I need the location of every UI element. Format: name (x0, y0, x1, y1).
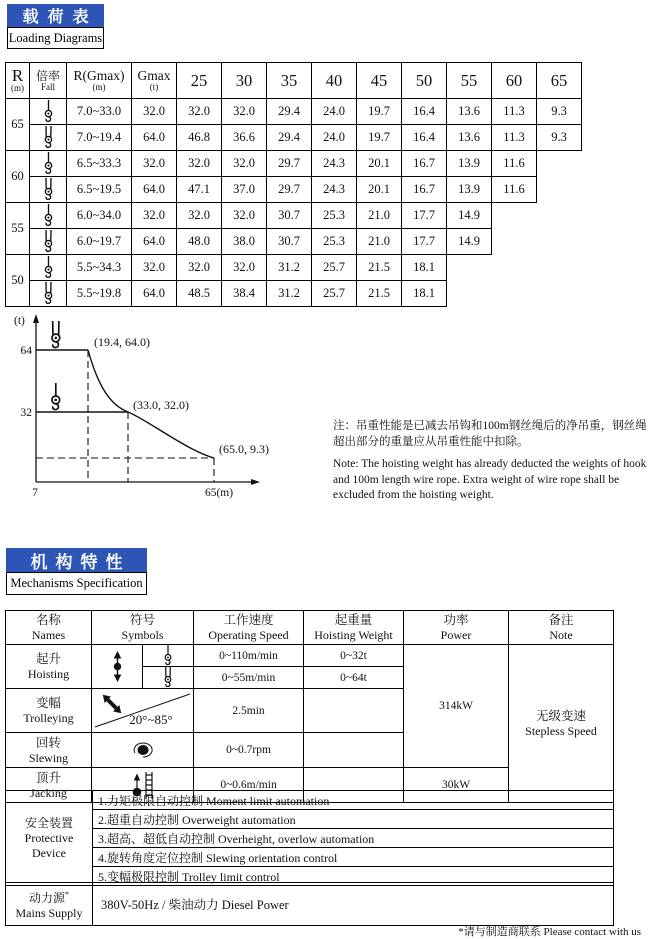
fall-cell (30, 151, 67, 177)
value-cell: 11.3 (492, 99, 537, 125)
single-fall-hook-icon (52, 383, 60, 410)
header-radius-65: 65 (537, 63, 582, 99)
value-cell: 17.7 (402, 203, 447, 229)
loading-header-row (6, 63, 582, 99)
value-cell: 31.2 (267, 281, 312, 307)
jacking-power-cell: 30kW (404, 768, 509, 803)
value-cell: 18.1 (402, 281, 447, 307)
jacking-name-cell: 顶升 Jacking (6, 768, 92, 803)
value-cell: 24.0 (312, 99, 357, 125)
protective-label-cell: 安全装置 Protective Device (6, 791, 93, 886)
hoisting-updown-arrow-icon (111, 651, 124, 682)
value-cell: 16.7 (402, 177, 447, 203)
range-cell: 6.0~19.7 (67, 229, 132, 255)
loading-capacity-table (5, 62, 582, 307)
r-cell: 65 (6, 99, 30, 151)
header-radius-55: 55 (447, 63, 492, 99)
value-cell: 9.3 (537, 125, 582, 151)
point-label-2: (33.0, 32.0) (133, 398, 189, 412)
range-cell: 5.5~34.3 (67, 255, 132, 281)
slewing-speed: 0~0.7rpm (194, 733, 304, 768)
value-cell: 14.9 (447, 203, 492, 229)
loading-diagrams-title-zh: 载荷表 (7, 4, 104, 27)
header-weight: 起重量 Hoisting Weight (304, 611, 404, 645)
loading-diagrams-title-block (7, 4, 104, 49)
value-cell: 38.0 (222, 229, 267, 255)
single-fall-hook-icon (162, 645, 174, 666)
range-cell: 7.0~33.0 (67, 99, 132, 125)
loading-row-50b (6, 281, 582, 307)
value-cell: 37.0 (222, 177, 267, 203)
gmax-cell: 32.0 (132, 203, 177, 229)
mains-label-zh: 动力源 (28, 891, 65, 905)
value-cell: 47.1 (177, 177, 222, 203)
hoisting-speed-2: 0~55m/min (194, 667, 304, 689)
value-cell: 24.3 (312, 151, 357, 177)
value-cell: 24.0 (312, 125, 357, 151)
luffing-angle-label: 20°~85° (128, 712, 173, 727)
slewing-symbol-cell (92, 733, 194, 768)
double-fall-hook-icon (42, 230, 55, 253)
double-fall-hook-icon (52, 321, 60, 348)
protective-row (6, 810, 614, 829)
fall-cell (30, 281, 67, 307)
range-cell: 7.0~19.4 (67, 125, 132, 151)
mechanisms-header-row (6, 611, 614, 645)
value-cell: 32.0 (177, 151, 222, 177)
mains-supply-row (6, 883, 614, 926)
hoisting-symbol-cell (92, 645, 143, 689)
main-power-cell: 314kW (404, 645, 509, 768)
value-cell: 32.0 (222, 255, 267, 281)
value-cell: 29.4 (267, 125, 312, 151)
value-cell: 32.0 (177, 255, 222, 281)
value-cell: 18.1 (402, 255, 447, 281)
void-cell (492, 229, 537, 255)
value-cell: 13.9 (447, 151, 492, 177)
mechanisms-title-en: Mechanisms Specification (6, 572, 147, 595)
r-cell: 55 (6, 203, 30, 255)
value-cell: 16.7 (402, 151, 447, 177)
single-fall-hook-icon (42, 152, 55, 175)
value-cell: 48.0 (177, 229, 222, 255)
value-cell: 32.0 (177, 203, 222, 229)
protective-row (6, 848, 614, 867)
trolleying-speed: 2.5min (194, 689, 304, 733)
void-cell (492, 281, 537, 307)
y-axis-arrow-icon (33, 314, 39, 323)
value-cell: 13.9 (447, 177, 492, 203)
protective-item: 4.旋转角度定位控制 Slewing orientation control (93, 848, 614, 867)
value-cell: 11.6 (492, 151, 537, 177)
header-power: 功率 Power (404, 611, 509, 645)
hoisting-weight-note (333, 418, 647, 504)
value-cell: 30.7 (267, 229, 312, 255)
gmax-cell: 32.0 (132, 255, 177, 281)
mechanisms-title-zh: 机构特性 (6, 548, 147, 572)
r-cell: 50 (6, 255, 30, 307)
x-axis-arrow-icon (251, 479, 260, 485)
range-cell: 6.5~33.3 (67, 151, 132, 177)
header-note: 备注 Note (509, 611, 614, 645)
double-fall-hook-icon (42, 282, 55, 305)
value-cell: 16.4 (402, 99, 447, 125)
gmax-cell: 32.0 (132, 151, 177, 177)
slewing-weight-cell (304, 733, 404, 768)
void-cell (492, 255, 537, 281)
fall-cell (30, 229, 67, 255)
header-radius-50: 50 (402, 63, 447, 99)
protective-device-table (5, 790, 614, 886)
x-tick-7: 7 (32, 487, 38, 499)
header-gmax-col: Gmax (t) (132, 63, 177, 99)
gmax-cell: 64.0 (132, 281, 177, 307)
value-cell: 32.0 (177, 99, 222, 125)
point-label-3: (65.0, 9.3) (219, 442, 269, 456)
value-cell: 30.7 (267, 203, 312, 229)
value-cell: 21.0 (357, 203, 402, 229)
range-cell: 6.0~34.0 (67, 203, 132, 229)
fall-cell (30, 99, 67, 125)
mains-supply-table (5, 882, 614, 926)
loading-row-65b (6, 125, 582, 151)
double-fall-hook-icon (42, 126, 55, 149)
hoisting-weight-2: 0~64t (304, 667, 404, 689)
single-fall-hook-icon (42, 204, 55, 227)
mechanisms-table (5, 610, 614, 803)
mains-label-cell (6, 883, 93, 926)
void-cell (537, 281, 582, 307)
header-radius-60: 60 (492, 63, 537, 99)
double-fall-hook-icon (162, 667, 174, 688)
protective-row (6, 829, 614, 848)
value-cell: 32.0 (222, 99, 267, 125)
value-cell: 11.6 (492, 177, 537, 203)
header-radius-25: 25 (177, 63, 222, 99)
void-cell (492, 203, 537, 229)
hoisting-name-cell: 起升 Hoisting (6, 645, 92, 689)
fall-cell (30, 203, 67, 229)
range-cell: 5.5~19.8 (67, 281, 132, 307)
value-cell: 16.4 (402, 125, 447, 151)
double-fall-hook-icon (42, 178, 55, 201)
single-fall-hook-icon (42, 100, 55, 123)
void-cell (537, 229, 582, 255)
header-radius-col: R (m) (6, 63, 30, 99)
value-cell: 29.4 (267, 99, 312, 125)
header-radius-35: 35 (267, 63, 312, 99)
r-cell: 60 (6, 151, 30, 203)
trolleying-weight-cell (304, 689, 404, 733)
note-chinese: 注：吊重性能是已减去吊钩和100m钢丝绳后的净吊重，钢丝绳超出部分的重量应从吊重性能中扣除。 (333, 420, 647, 448)
mains-label-en: Mains Supply (15, 906, 83, 920)
header-fall-col: 倍率 Fall (30, 63, 67, 99)
protective-item: 1.力矩极限自动控制 Moment limit automation (93, 791, 614, 810)
value-cell: 21.5 (357, 281, 402, 307)
mains-asterisk: * (65, 890, 69, 899)
header-names: 名称 Names (6, 611, 92, 645)
header-rgmax-col: R(Gmax) (m) (67, 63, 132, 99)
value-cell: 46.8 (177, 125, 222, 151)
header-speed: 工作速度 Operating Speed (194, 611, 304, 645)
value-cell: 14.9 (447, 229, 492, 255)
range-cell: 6.5~19.5 (67, 177, 132, 203)
double-fall-symbol-cell (143, 667, 194, 689)
value-cell: 17.7 (402, 229, 447, 255)
loading-diagrams-title-en: Loading Diagrams (7, 27, 104, 49)
slewing-name-cell: 回转 Slewing (6, 733, 92, 768)
loading-row-50a (6, 255, 582, 281)
header-symbols: 符号 Symbols (92, 611, 194, 645)
void-cell (447, 255, 492, 281)
value-cell: 13.6 (447, 125, 492, 151)
protective-item: 5.变幅极限控制 Trolley limit control (93, 867, 614, 886)
luffing-jib-arrow-icon (93, 689, 193, 729)
fall-cell (30, 177, 67, 203)
value-cell: 21.0 (357, 229, 402, 255)
single-fall-symbol-cell (143, 645, 194, 667)
hoisting-row-1 (6, 645, 614, 667)
value-cell: 20.1 (357, 151, 402, 177)
loading-row-55a (6, 203, 582, 229)
value-cell: 31.2 (267, 255, 312, 281)
trolleying-name-cell: 变幅 Trolleying (6, 689, 92, 733)
value-cell: 29.7 (267, 177, 312, 203)
void-cell (537, 151, 582, 177)
loading-row-60b (6, 177, 582, 203)
gmax-cell: 64.0 (132, 125, 177, 151)
hoisting-weight-1: 0~32t (304, 645, 404, 667)
y-unit-label: (t) (14, 315, 25, 327)
protective-item: 3.超高、超低自动控制 Overheight, overlow automation (93, 829, 614, 848)
loading-row-65a (6, 99, 582, 125)
void-cell (447, 281, 492, 307)
value-cell: 9.3 (537, 99, 582, 125)
gmax-cell: 64.0 (132, 177, 177, 203)
value-cell: 19.7 (357, 99, 402, 125)
gmax-cell: 32.0 (132, 99, 177, 125)
value-cell: 25.3 (312, 229, 357, 255)
single-fall-hook-icon (42, 256, 55, 279)
value-cell: 25.7 (312, 281, 357, 307)
gmax-cell: 64.0 (132, 229, 177, 255)
loading-row-60a (6, 151, 582, 177)
mains-value-cell: 380V-50Hz / 柴油动力 Diesel Power (93, 883, 614, 926)
x-tick-65: 65(m) (204, 487, 234, 499)
value-cell: 29.7 (267, 151, 312, 177)
mechanisms-title-block (6, 548, 147, 595)
value-cell: 25.7 (312, 255, 357, 281)
void-cell (537, 177, 582, 203)
value-cell: 24.3 (312, 177, 357, 203)
protective-item: 2.超重自动控制 Overweight automation (93, 810, 614, 829)
header-radius-45: 45 (357, 63, 402, 99)
value-cell: 11.3 (492, 125, 537, 151)
value-cell: 25.3 (312, 203, 357, 229)
stepless-speed-note-cell: 无级变速 Stepless Speed (509, 645, 614, 803)
slewing-rotation-icon (130, 740, 156, 760)
point-label-1: (19.4, 64.0) (94, 335, 150, 349)
value-cell: 48.5 (177, 281, 222, 307)
y-tick-64: 64 (20, 345, 32, 357)
value-cell: 21.5 (357, 255, 402, 281)
value-cell: 13.6 (447, 99, 492, 125)
contact-footnote: *请与制造商联系 Please contact with us (458, 926, 641, 938)
value-cell: 32.0 (222, 203, 267, 229)
loading-row-55b (6, 229, 582, 255)
value-cell: 38.4 (222, 281, 267, 307)
jacking-speed: 0~0.6m/min (194, 768, 304, 803)
hoisting-speed-1: 0~110m/min (194, 645, 304, 667)
note-english: Note: The hoisting weight has already deducted the weights of hook and 100m length wire rope. Extra weight of wire rope shall be excluded from the hoisting weight. (333, 458, 647, 501)
header-radius-40: 40 (312, 63, 357, 99)
void-cell (537, 255, 582, 281)
value-cell: 20.1 (357, 177, 402, 203)
protective-row (6, 791, 614, 810)
value-cell: 32.0 (222, 151, 267, 177)
fall-cell (30, 255, 67, 281)
load-curve-chart (6, 310, 336, 510)
value-cell: 36.6 (222, 125, 267, 151)
y-tick-32: 32 (20, 407, 32, 419)
value-cell: 19.7 (357, 125, 402, 151)
void-cell (537, 203, 582, 229)
fall-cell (30, 125, 67, 151)
trolleying-symbol-cell (92, 689, 194, 733)
header-radius-30: 30 (222, 63, 267, 99)
